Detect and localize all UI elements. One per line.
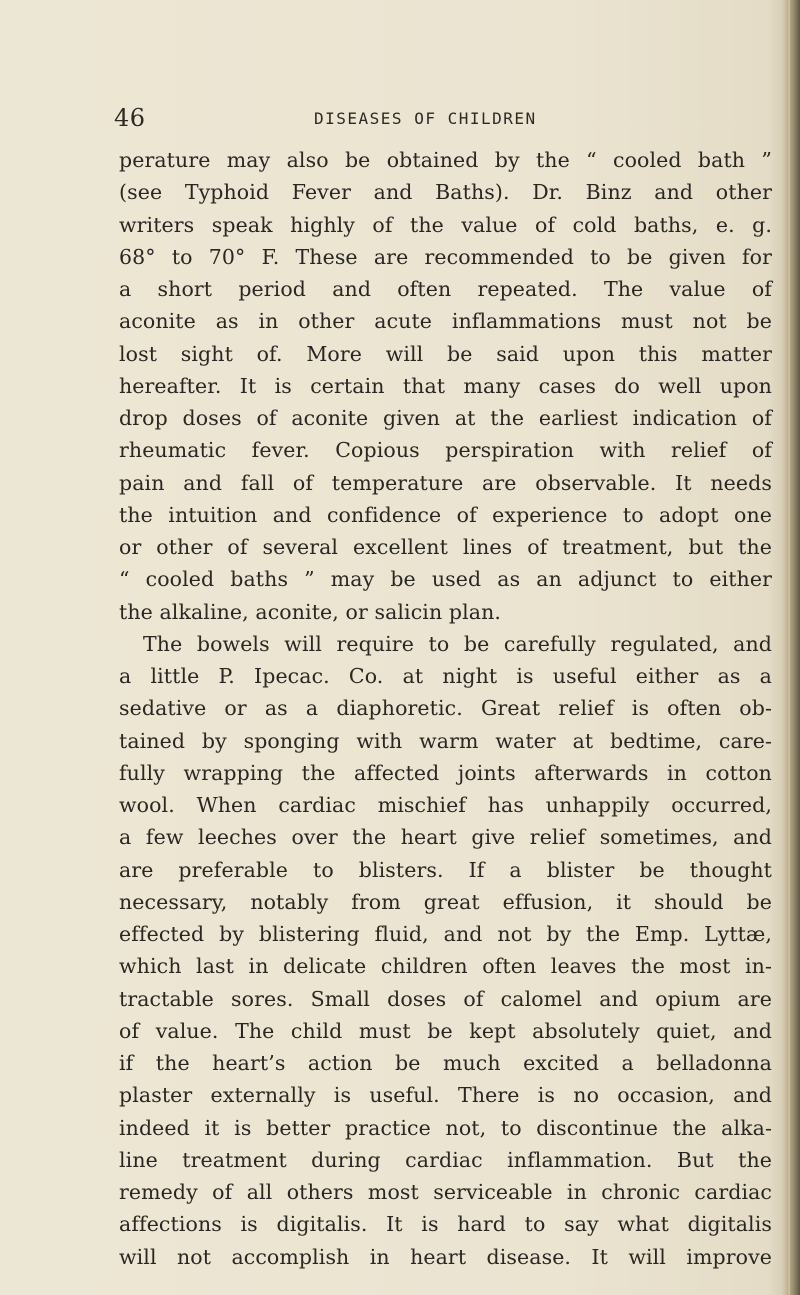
text-line: effected by blistering fluid, and not by the Emp. Lyttæ, xyxy=(119,922,772,946)
page-number: 46 xyxy=(114,104,146,132)
text-line: plaster externally is useful. There is no occasion, and xyxy=(119,1083,772,1108)
text-line: will not accomplish in heart disease. It will improve xyxy=(119,1244,772,1269)
text-line: if the heart’s action be much excited a belladonna xyxy=(119,1051,772,1075)
text-line: aconite as in other acute inflammations must not be xyxy=(119,309,772,334)
running-head: DISEASES OF CHILDREN xyxy=(314,109,537,128)
text-line: perature may also be obtained by the “ cooled bath ” xyxy=(119,148,772,172)
text-line: lost sight of. More will be said upon this matter xyxy=(119,341,772,366)
text-line: the intuition and confidence of experience to adopt one xyxy=(119,502,772,527)
text-line: are preferable to blisters. If a blister be thought xyxy=(119,857,772,882)
text-line: which last in delicate children often leaves the most in- xyxy=(119,954,772,979)
text-line: remedy of all others most serviceable in chronic cardiac xyxy=(119,1180,772,1204)
text-line: sedative or as a diaphoretic. Great relief is often ob- xyxy=(119,696,772,721)
paragraph-start-line: The bowels will require to be carefully regulated, and xyxy=(143,631,772,656)
text-line: “ cooled baths ” may be used as an adjunct to either xyxy=(119,567,772,592)
text-line: necessary, notably from great effusion, it should be xyxy=(119,889,772,914)
page-header xyxy=(0,104,800,144)
text-line: pain and fall of temperature are observable. It needs xyxy=(119,470,772,495)
text-line: writers speak highly of the value of cold baths, e. g. xyxy=(119,212,772,237)
text-line: line treatment during cardiac inflammation. But the xyxy=(119,1147,772,1172)
text-line: fully wrapping the affected joints afterwards in cotton xyxy=(119,760,772,785)
paragraph-end-line: the alkaline, aconite, or salicin plan. xyxy=(119,599,501,624)
text-line: hereafter. It is certain that many cases do well upon xyxy=(119,373,772,398)
text-line: 68° to 70° F. These are recommended to be given for xyxy=(119,244,772,269)
text-line: a short period and often repeated. The value of xyxy=(119,277,772,301)
text-line: or other of several excellent lines of treatment, but the xyxy=(119,535,772,559)
text-line: a few leeches over the heart give relief sometimes, and xyxy=(119,825,772,850)
text-line: wool. When cardiac mischief has unhappily occurred, xyxy=(119,793,772,817)
text-line: rheumatic fever. Copious perspiration with relief of xyxy=(119,438,772,463)
text-line: tractable sores. Small doses of calomel and opium are xyxy=(119,986,772,1011)
text-line: a little P. Ipecac. Co. at night is useful either as a xyxy=(119,664,772,688)
text-line: tained by sponging with warm water at bedtime, care- xyxy=(119,728,772,753)
text-line: drop doses of aconite given at the earliest indication of xyxy=(119,406,772,430)
text-line: affections is digitalis. It is hard to say what digitalis xyxy=(119,1212,772,1237)
body-text xyxy=(119,144,772,1273)
text-line: (see Typhoid Fever and Baths). Dr. Binz and other xyxy=(119,180,772,205)
book-spine-edge xyxy=(782,0,800,1295)
text-line: of value. The child must be kept absolutely quiet, and xyxy=(119,1018,772,1043)
text-line: indeed it is better practice not, to discontinue the alka- xyxy=(119,1115,772,1140)
